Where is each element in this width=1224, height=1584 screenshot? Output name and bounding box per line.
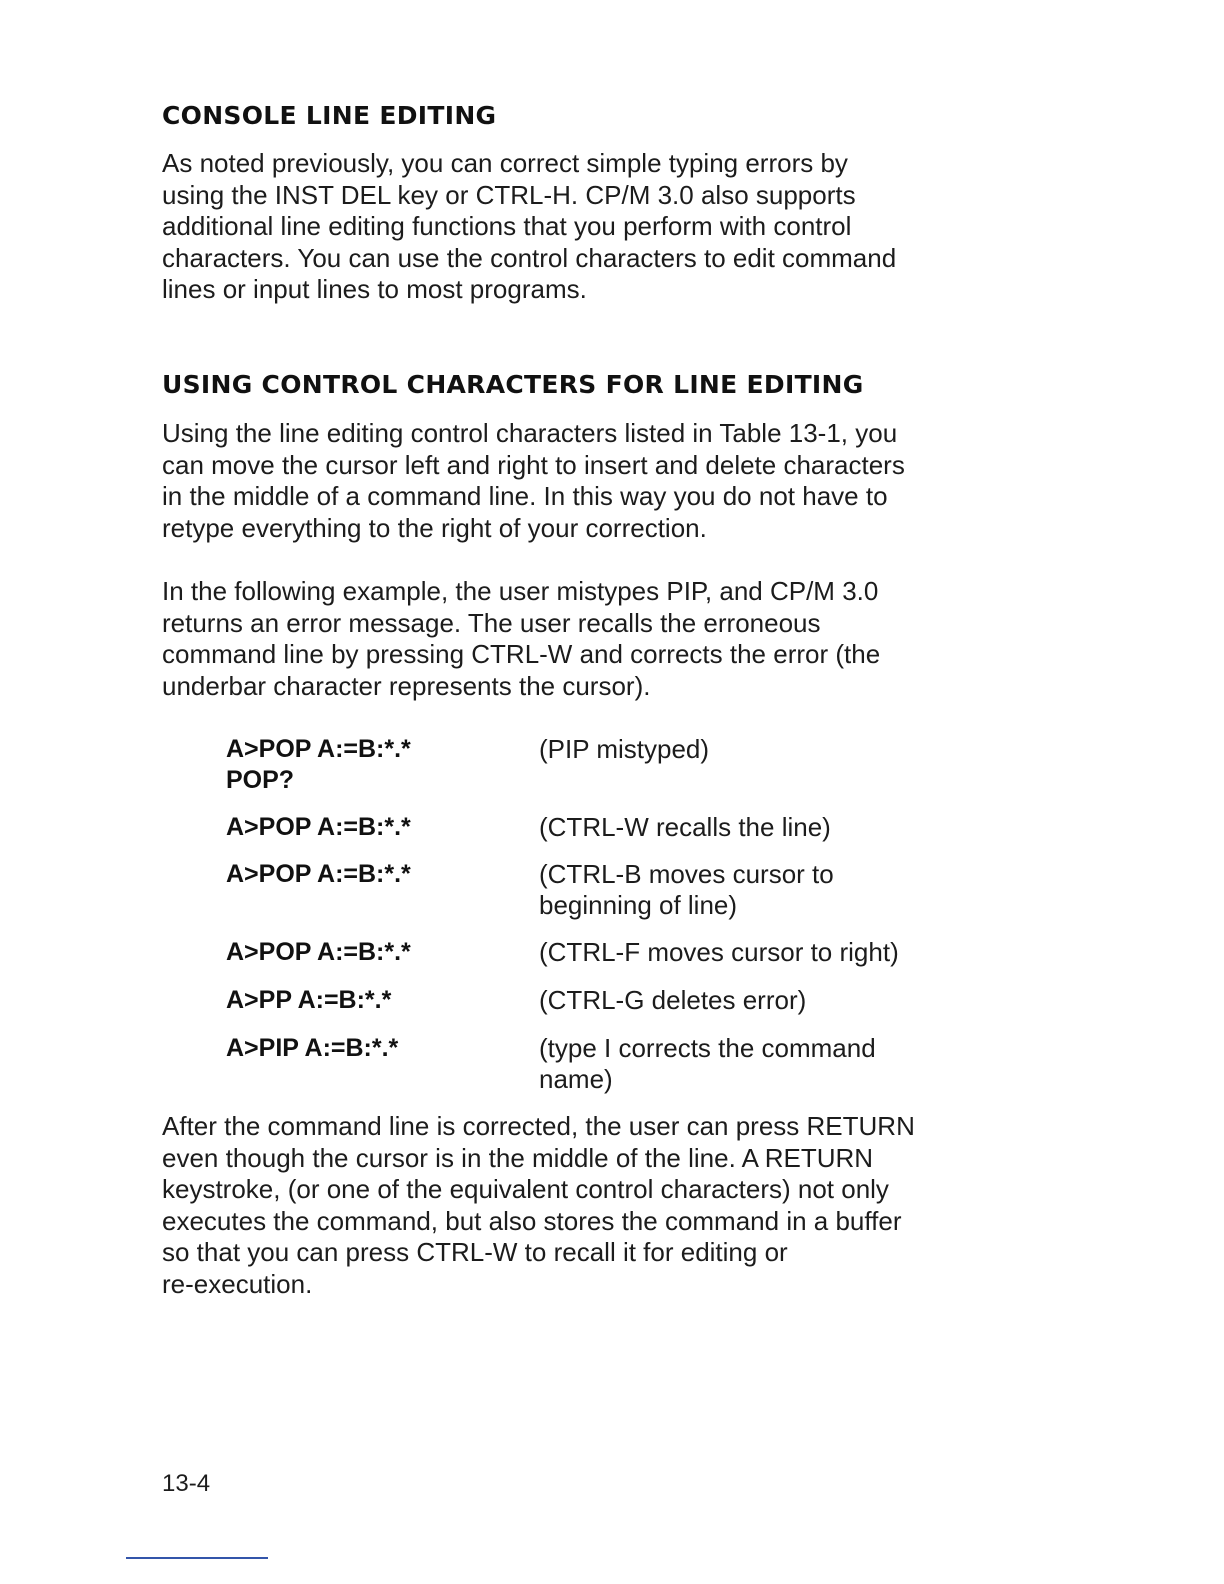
example-description <box>539 1033 876 1095</box>
description-line: (CTRL-W recalls the line) <box>539 812 831 842</box>
example-command: POP? <box>226 766 295 794</box>
example-description <box>539 734 709 765</box>
text-line: In the following example, the user mistypes PIP, and CP/M 3.0 <box>162 576 879 606</box>
text-line: keystroke, (or one of the equivalent control characters) not only <box>162 1174 889 1204</box>
description-line: beginning of line) <box>539 890 738 920</box>
example-description <box>539 812 831 843</box>
paragraph-console-intro <box>162 148 896 306</box>
example-description <box>539 937 899 968</box>
page-number: 13-4 <box>162 1470 211 1497</box>
text-line: returns an error message. The user recalls the erroneous <box>162 607 821 638</box>
text-line: so that you can press CTRL-W to recall it for editing or <box>162 1237 788 1267</box>
text-line: underbar character represents the cursor). <box>162 670 651 701</box>
example-command: A>POP A:=B:*.* <box>226 813 411 841</box>
description-line: (CTRL-G deletes error) <box>539 985 807 1015</box>
paragraph-control-characters <box>162 418 905 544</box>
text-line: can move the cursor left and right to insert and delete characters <box>162 449 905 480</box>
example-command: A>POP A:=B:*.* <box>226 735 411 763</box>
section-heading-using-control-characters: USING CONTROL CHARACTERS FOR LINE EDITING <box>162 370 864 399</box>
section-heading-console-line-editing: CONSOLE LINE EDITING <box>162 101 497 130</box>
description-line: (PIP mistyped) <box>539 734 710 764</box>
example-command: A>POP A:=B:*.* <box>226 938 411 966</box>
paragraph-example-intro <box>162 576 880 702</box>
description-line: name) <box>539 1064 613 1094</box>
description-line: (type I corrects the command <box>539 1033 876 1063</box>
text-line: retype everything to the right of your correction. <box>162 512 707 543</box>
text-line: Using the line editing control characters listed in Table 13-1, you <box>162 418 898 448</box>
example-command: A>PP A:=B:*.* <box>226 986 392 1014</box>
text-line: lines or input lines to most programs. <box>162 274 587 304</box>
description-line: (CTRL-B moves cursor to <box>539 859 834 889</box>
description-line: (CTRL-F moves cursor to right) <box>539 937 899 967</box>
text-line: using the INST DEL key or CTRL-H. CP/M 3.0 also supports <box>162 179 856 210</box>
document-page <box>162 0 1012 1584</box>
paragraph-closing <box>162 1111 915 1300</box>
example-command: A>POP A:=B:*.* <box>226 860 411 888</box>
example-command: A>PIP A:=B:*.* <box>226 1034 399 1062</box>
example-description <box>539 985 806 1016</box>
text-line: As noted previously, you can correct simple typing errors by <box>162 148 848 178</box>
text-line: characters. You can use the control characters to edit command <box>162 242 897 273</box>
text-line: in the middle of a command line. In this way you do not have to <box>162 481 888 511</box>
text-line: even though the cursor is in the middle of the line. A RETURN <box>162 1142 874 1173</box>
text-line: After the command line is corrected, the user can press RETURN <box>162 1111 915 1141</box>
text-line: additional line editing functions that you perform with control <box>162 211 852 241</box>
text-line: command line by pressing CTRL-W and corrects the error (the <box>162 639 881 669</box>
text-line: re-execution. <box>162 1268 313 1299</box>
footer-rule <box>126 1557 268 1559</box>
example-description <box>539 859 834 921</box>
text-line: executes the command, but also stores the command in a buffer <box>162 1205 902 1236</box>
